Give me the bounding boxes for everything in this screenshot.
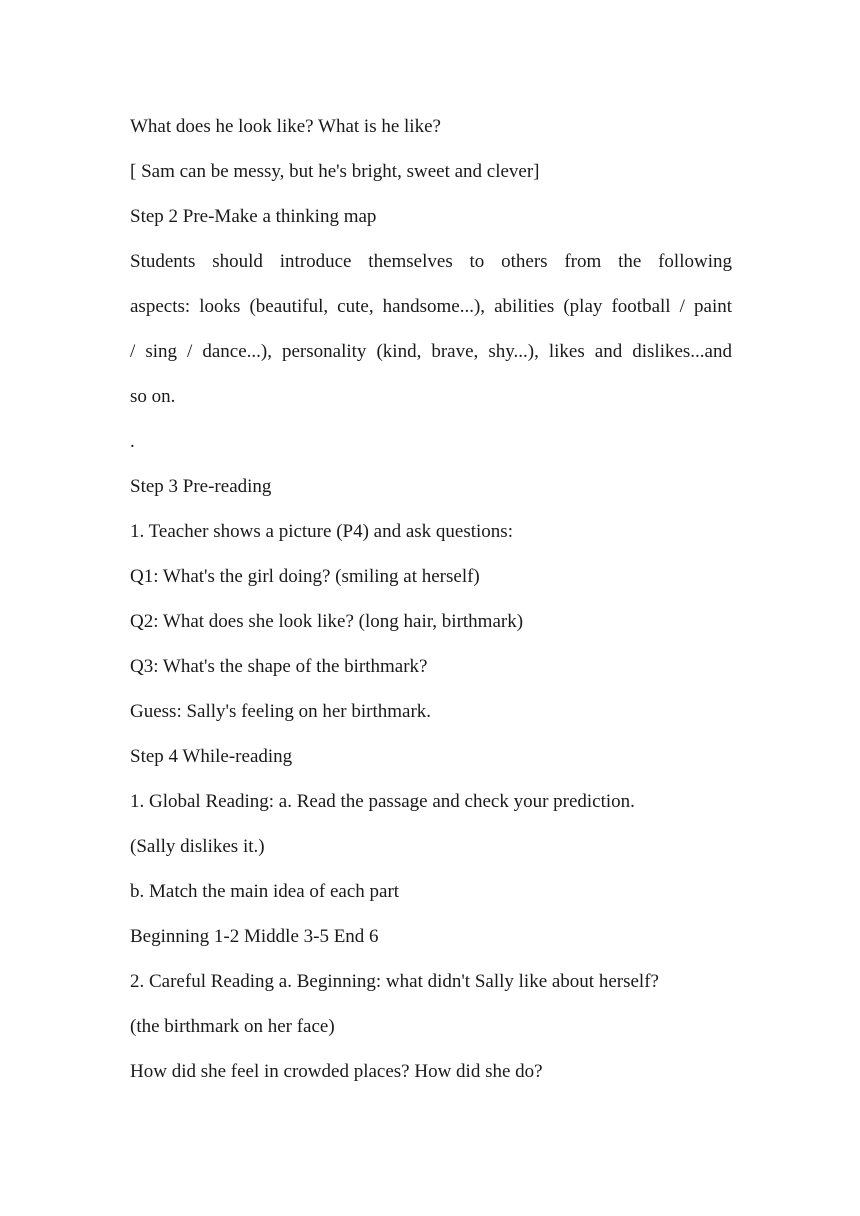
step-2-heading: Step 2 Pre-Make a thinking map (130, 206, 377, 227)
question-q2: Q2: What does she look like? (long hair, birthmark) (130, 611, 524, 632)
text-line-birthmark-answer: (the birthmark on her face) (130, 1016, 335, 1037)
text-line-global-reading: 1. Global Reading: a. Read the passage and check your prediction. (130, 791, 635, 812)
paragraph-line-2: aspects: looks (beautiful, cute, handsome...), abilities (play football / paint (130, 296, 732, 317)
text-line-sally-dislikes: (Sally dislikes it.) (130, 836, 265, 857)
document-page (130, 104, 732, 1094)
question-q1: Q1: What's the girl doing? (smiling at herself) (130, 566, 480, 587)
step-4-heading: Step 4 While-reading (130, 746, 293, 767)
text-line-guess: Guess: Sally's feeling on her birthmark. (130, 701, 432, 722)
paragraph-line-3: / sing / dance...), personality (kind, brave, shy...), likes and dislikes...and (130, 341, 732, 362)
question-q3: Q3: What's the shape of the birthmark? (130, 656, 428, 677)
step-3-heading: Step 3 Pre-reading (130, 476, 272, 497)
paragraph-line-1: Students should introduce themselves to others from the following (130, 251, 732, 272)
text-line-teacher-picture: 1. Teacher shows a picture (P4) and ask questions: (130, 521, 513, 542)
paragraph-line-4: so on. (130, 386, 176, 407)
dot-line: . (130, 431, 135, 452)
text-line-parts: Beginning 1-2 Middle 3-5 End 6 (130, 926, 379, 947)
text-line-sam-description: [ Sam can be messy, but he's bright, sweet and clever] (130, 161, 540, 182)
text-line-careful-reading: 2. Careful Reading a. Beginning: what didn't Sally like about herself? (130, 971, 659, 992)
text-line-match-main-idea: b. Match the main idea of each part (130, 881, 400, 902)
text-line-crowded-places: How did she feel in crowded places? How did she do? (130, 1061, 543, 1082)
text-line-question-looks: What does he look like? What is he like? (130, 116, 441, 137)
